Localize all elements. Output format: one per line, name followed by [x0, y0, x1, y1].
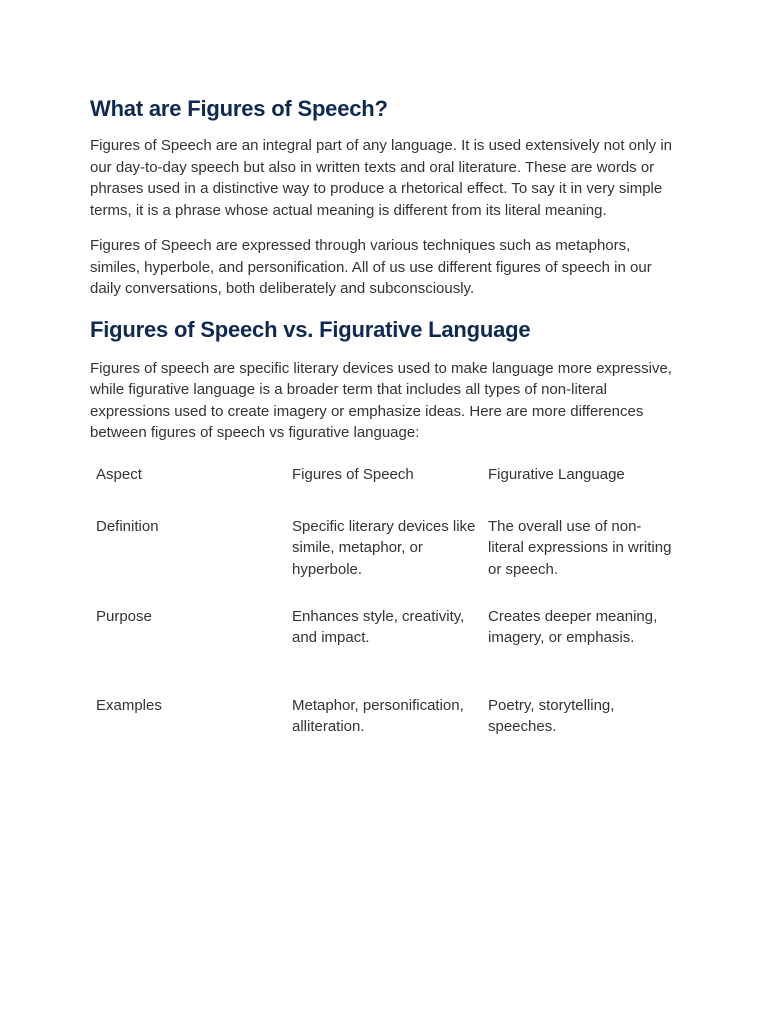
table-header-cell: Figurative Language — [488, 465, 625, 483]
table-cell: Poetry, storytelling, speeches. — [488, 696, 615, 735]
table-cell: Examples — [96, 696, 162, 714]
table-header-cell: Figures of Speech — [292, 465, 414, 483]
section-heading-what-are-figures-of-speech: What are Figures of Speech? — [90, 96, 388, 121]
table-header-cell: Aspect — [96, 465, 142, 483]
table-cell: Purpose — [96, 607, 152, 625]
table-header-row — [90, 460, 678, 512]
table-cell: Enhances style, creativity, and impact. — [292, 607, 465, 646]
paragraph-techniques: Figures of Speech are expressed through various techniques such as metaphors, similes, hyperbole, and personification. All of us use different figures of speech in our daily conversations, both deliberately and subconsciously. — [90, 237, 652, 297]
paragraph-differences-intro: Figures of speech are specific literary devices used to make language more expressive, while figurative language is a broader term that includes all types of non-literal expressions used to create imagery or emphasize ideas. Here are more differences between figures of speech vs figurative language: — [90, 359, 672, 441]
table-row — [90, 602, 678, 691]
table-row — [90, 512, 678, 602]
table-cell: Creates deeper meaning, imagery, or emphasis. — [488, 607, 658, 646]
table-cell: The overall use of non-literal expressions in writing or speech. — [488, 517, 672, 578]
paragraph-definition: Figures of Speech are an integral part of any language. It is used extensively not only in our day-to-day speech but also in written texts and oral literature. These are words or phrases used in a distinctive way to produce a rhetorical effect. To say it in very simple terms, it is a phrase whose actual meaning is different from its literal meaning. — [90, 137, 673, 219]
table-row — [90, 691, 678, 755]
comparison-table — [90, 460, 678, 755]
table-cell: Specific literary devices like simile, metaphor, or hyperbole. — [292, 517, 476, 578]
article-content — [90, 88, 676, 755]
table-cell: Definition — [96, 517, 159, 535]
table-cell: Metaphor, personification, alliteration. — [292, 696, 464, 735]
section-heading-figures-vs-figurative: Figures of Speech vs. Figurative Language — [90, 316, 531, 342]
